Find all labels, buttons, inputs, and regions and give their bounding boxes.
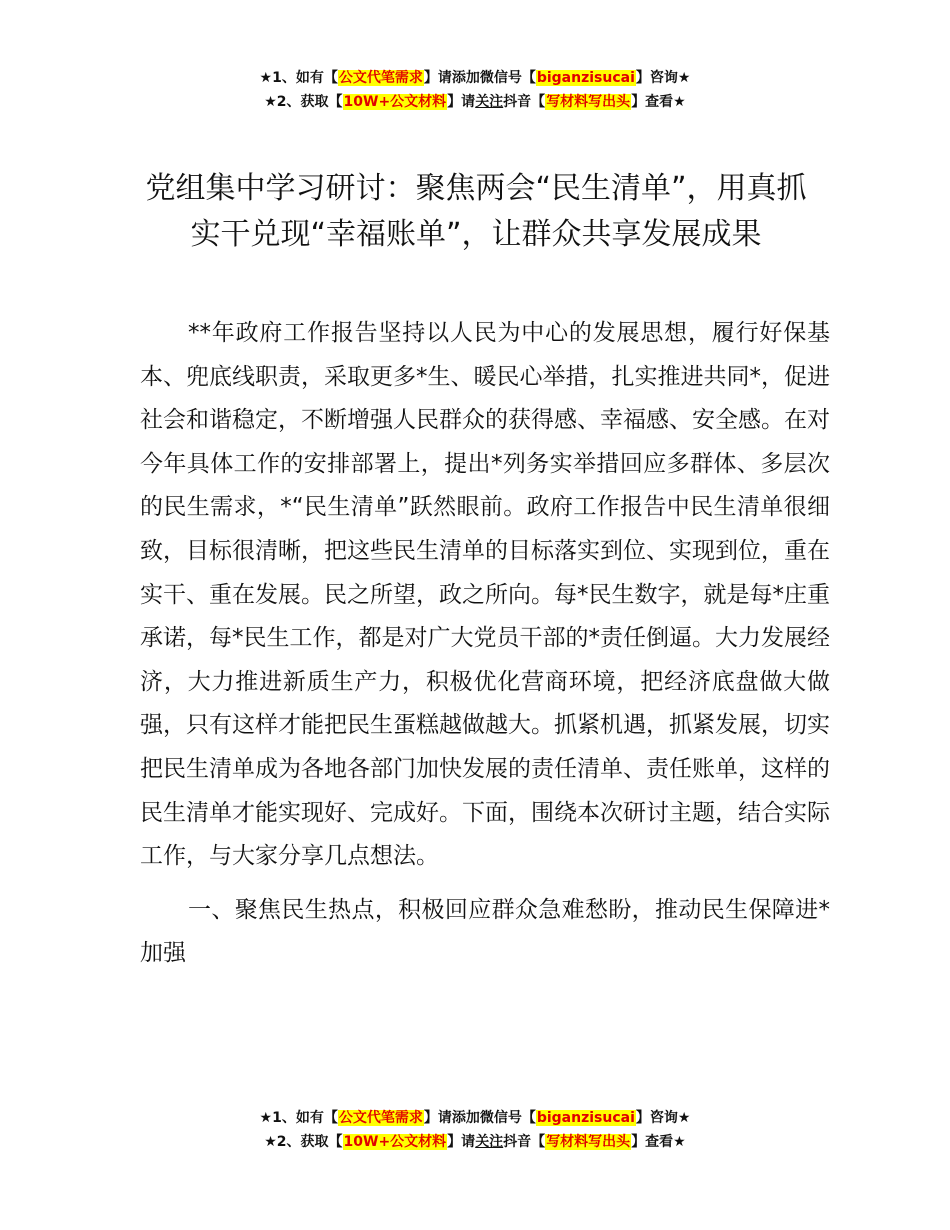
document-body bbox=[140, 312, 830, 976]
notice-text: 抖音【 bbox=[503, 94, 546, 110]
notice-line-2 bbox=[0, 1130, 950, 1154]
body-paragraph: **年政府工作报告坚持以人民为中心的发展思想，履行好保基本、兜底线职责，采取更多*生、暖民心举措，扎实推进共同*，促进社会和谐稳定，不断增强人民群众的获得感、幸福感、安全感。在对今年具体工作的安排部署上，提出*列务实举措回应多群体、多层次的民生需求，*“民生清单”跃然眼前。政府工作报告中民生清单很细致，目标很清晰，把这些民生清单的目标落实到位、实现到位，重在实干、重在发展。民之所望，政之所向。每*民生数字，就是每*庄重承诺，每*民生工作，都是对广大党员干部的*责任倒逼。大力发展经济，大力推进新质生产力，积极优化营商环境，把经济底盘做大做强，只有这样才能把民生蛋糕越做越大。抓紧机遇，抓紧发展，切实把民生清单成为各地各部门加快发展的责任清单、责任账单，这样的民生清单才能实现好、完成好。下面，围绕本次研讨主题，结合实际工作，与大家分享几点想法。 bbox=[140, 320, 830, 870]
notice-text: ★1、如有【 bbox=[259, 1110, 338, 1126]
notice-underlined-text: 关注 bbox=[475, 1134, 504, 1150]
section-heading: 一、聚焦民生热点，积极回应群众急难愁盼，推动民生保障进*加强 bbox=[140, 896, 830, 967]
notice-text: ★1、如有【 bbox=[259, 70, 338, 86]
notice-highlight: 10W+公文材料 bbox=[343, 1134, 447, 1150]
header-notice bbox=[0, 66, 950, 114]
notice-highlight: biganzisucai bbox=[536, 1110, 635, 1126]
notice-line-1 bbox=[0, 1106, 950, 1130]
notice-text: 】请添加微信号【 bbox=[423, 70, 536, 86]
notice-text: 】请添加微信号【 bbox=[423, 1110, 536, 1126]
notice-text: 】咨询★ bbox=[635, 1110, 691, 1126]
notice-text: 】请 bbox=[447, 94, 476, 110]
notice-text: ★2、获取【 bbox=[264, 94, 343, 110]
notice-highlight: 公文代笔需求 bbox=[338, 1110, 423, 1126]
notice-text: 抖音【 bbox=[503, 1134, 546, 1150]
document-title: 党组集中学习研讨：聚焦两会“民生清单”，用真抓实干兑现“幸福账单”，让群众共享发展成果 bbox=[145, 171, 807, 252]
notice-highlight: 公文代笔需求 bbox=[338, 70, 423, 86]
footer-notice bbox=[0, 1106, 950, 1154]
notice-line-1 bbox=[0, 66, 950, 90]
notice-highlight: 写材料写出头 bbox=[546, 94, 631, 110]
notice-line-2 bbox=[0, 90, 950, 114]
notice-text: 】查看★ bbox=[631, 94, 686, 110]
notice-text: ★2、获取【 bbox=[264, 1134, 343, 1150]
notice-highlight: 写材料写出头 bbox=[546, 1134, 631, 1150]
notice-text: 】咨询★ bbox=[635, 70, 691, 86]
notice-text: 】查看★ bbox=[631, 1134, 686, 1150]
notice-text: 】请 bbox=[447, 1134, 476, 1150]
notice-highlight: 10W+公文材料 bbox=[343, 94, 447, 110]
notice-underlined-text: 关注 bbox=[475, 94, 504, 110]
notice-highlight: biganzisucai bbox=[536, 70, 635, 86]
